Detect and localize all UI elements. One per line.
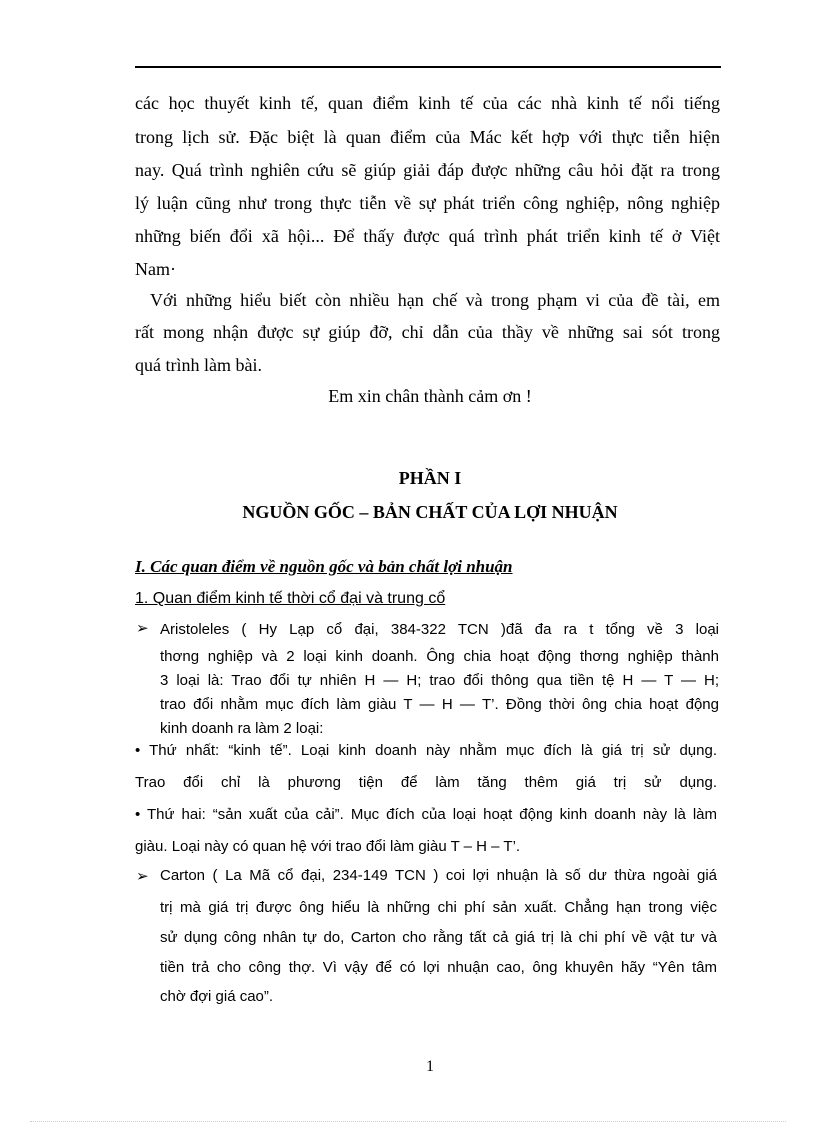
carton-line: trị mà giá trị được ông hiểu là những chi phí sản xuất. Chẳng hạn trong việc	[160, 899, 717, 916]
aristoteles-line: 3 loại là: Trao đổi tự nhiên H — H; trao đổi thông qua tiền tệ H — T — H;	[160, 672, 719, 689]
page-number: 1	[426, 1058, 434, 1075]
kind-line: giàu. Loại này có quan hệ với trao đổi làm giàu T – H – T’.	[135, 838, 521, 855]
part-title: PHẦN I	[398, 468, 462, 488]
intro-line: các học thuyết kinh tế, quan điểm kinh tế của các nhà kinh tế nổi tiếng	[135, 93, 720, 113]
section-heading: I. Các quan điểm về nguồn gốc và bản chất lợi nhuận	[135, 557, 513, 576]
aristoteles-line: thơng nghiệp và 2 loại kinh doanh. Ông chia hoạt động thơng nghiệp thành	[160, 648, 719, 665]
intro-line: lý luận cũng như trong thực tiễn về sự phát triển công nghiệp, nông nghiệp	[135, 193, 720, 213]
intro-line: những biến đổi xã hội... Để thấy được quá trình phát triển kinh tế ở Việt	[135, 226, 720, 246]
intro-line: trong lịch sử. Đặc biệt là quan điểm của Mác kết hợp với thực tiễn hiện	[135, 127, 720, 147]
subsection-heading: 1. Quan điểm kinh tế thời cổ đại và trung cổ	[135, 590, 446, 607]
intro-line: quá trình làm bài.	[135, 355, 262, 375]
intro-line: Nam·	[135, 259, 176, 279]
arrow-bullet-icon: ➢	[136, 868, 149, 885]
arrow-bullet-icon: ➢	[136, 620, 149, 637]
kind-line: Trao đổi chỉ là phương tiện để làm tăng thêm giá trị sử dụng.	[135, 774, 717, 791]
intro-line: Với những hiểu biết còn nhiều hạn chế và trong phạm vi của đề tài, em	[150, 290, 720, 310]
aristoteles-line: trao đổi nhằm mục đích làm giàu T — H — T’. Đồng thời ông chia hoạt động	[160, 696, 719, 713]
aristoteles-line: Aristoleles ( Hy Lạp cổ đại, 384-322 TCN )đã đa ra t tổng về 3 loại	[160, 621, 719, 638]
carton-line: chờ đợi giá cao”.	[160, 988, 274, 1005]
carton-line: sử dụng công nhân tự do, Carton cho rằng tất cả giá trị là chi phí về vật tư và	[160, 929, 717, 946]
kind-line: • Thứ hai: “sản xuất của cải”. Mục đích của loại hoạt động kinh doanh này là làm	[135, 806, 717, 823]
intro-line: rất mong nhận được sự giúp đỡ, chỉ dẫn của thầy về những sai sót trong	[135, 322, 720, 342]
part-subtitle: NGUỒN GỐC – BẢN CHẤT CỦA LỢI NHUẬN	[242, 502, 618, 522]
aristoteles-line: kinh doanh ra làm 2 loại:	[160, 720, 324, 737]
intro-line: nay. Quá trình nghiên cứu sẽ giúp giải đáp được những câu hỏi đặt ra trong	[135, 160, 720, 180]
header-rule	[135, 66, 721, 68]
kind-line: • Thứ nhất: “kinh tế”. Loại kinh doanh này nhằm mục đích là giá trị sử dụng.	[135, 742, 717, 759]
page-bottom-border	[30, 1121, 786, 1122]
carton-line: Carton ( La Mã cổ đại, 234-149 TCN ) coi lợi nhuận là số dư thừa ngoài giá	[160, 867, 717, 884]
carton-line: tiền trả cho công thợ. Vì vậy để có lợi nhuận cao, ông khuyên hãy “Yên tâm	[160, 959, 717, 976]
thanks-line: Em xin chân thành cảm ơn !	[328, 386, 532, 406]
